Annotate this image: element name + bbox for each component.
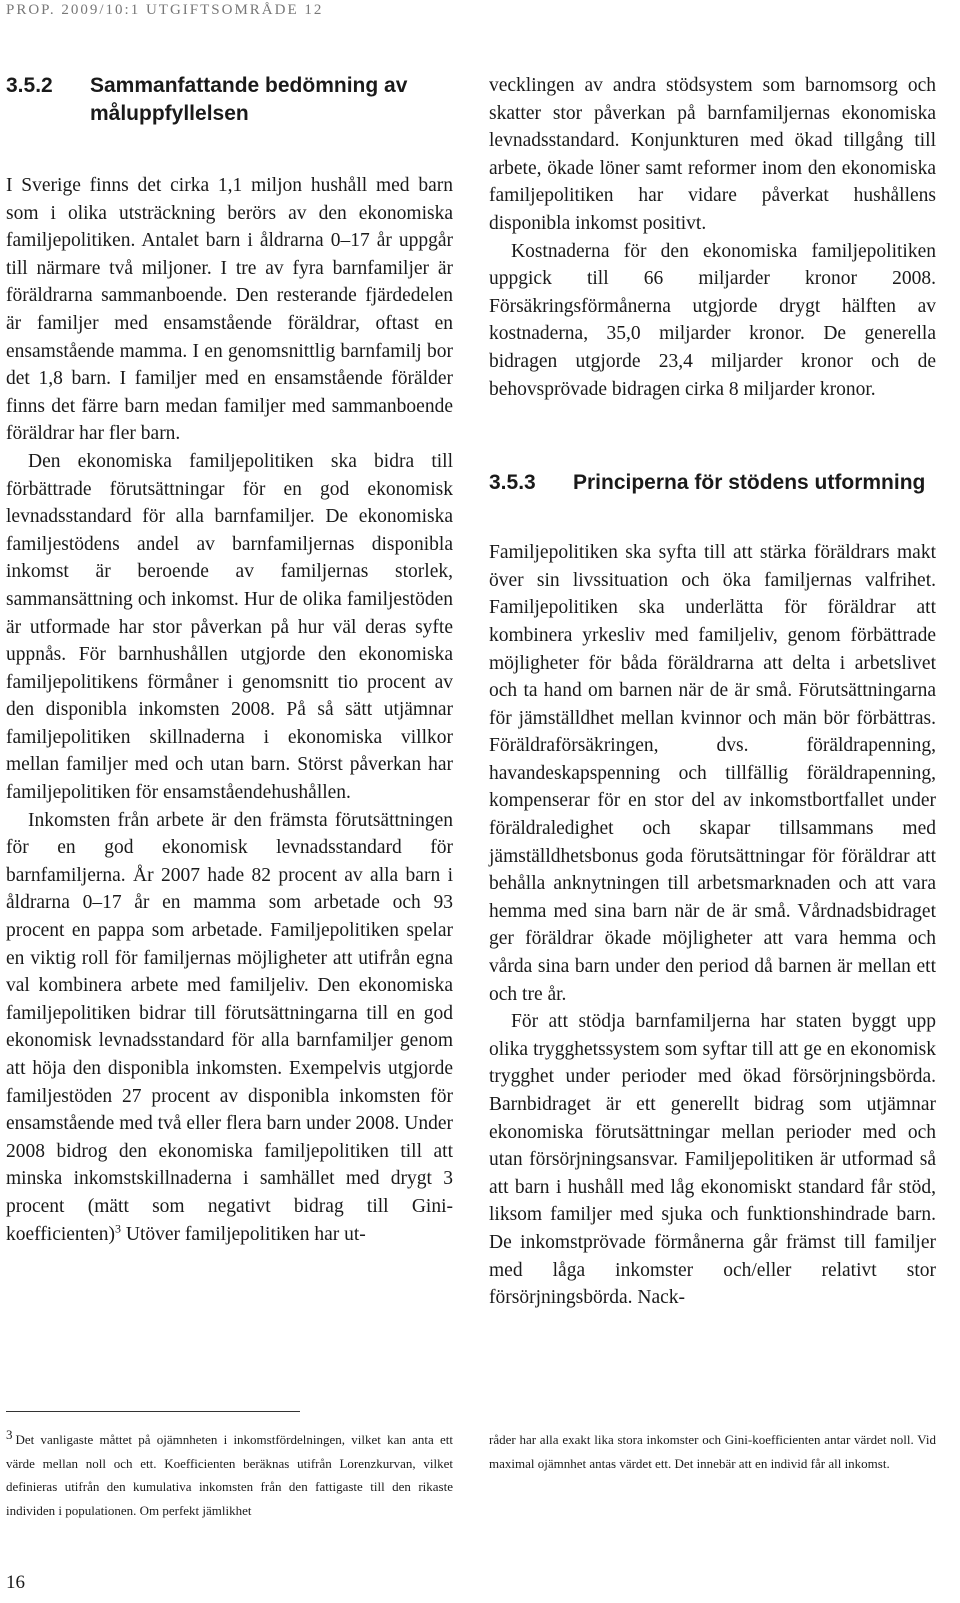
paragraph: Familjepolitiken ska syfta till att stärka föräldrars makt över sin livssituation och öka familjernas valfrihet. Familjepolitiken ska underlätta för föräldrar att kombinera yrkesliv med familjeliv, genom förbättrade möjligheter för båda föräldrarna att delta i arbetslivet och ta hand om barnen när de är små. Förutsättningarna för jämställdhet mellan kvinnor och män bör förbättras. Föräldraförsäkringen, dvs. föräldrapenning, havandeskapspenning och tillfällig föräldrapenning, kompenserar för en stor del av inkomstbortfallet under föräldraledighet och skapar tillsammans med jämställdhetsbonus goda förutsättningar för föräldrar att behålla anknytningen till arbetsmarknaden och att vara hemma med sina barn när de är små. Vårdnadsbidraget ger föräldrar ökade möjligheter att vara hemma och vårda sina barn under den period då barnen är mellan ett och tre år. (489, 542, 936, 1005)
section-number: 3.5.3 (489, 471, 536, 495)
section-heading-3-5-3 (489, 469, 936, 497)
footnote-text: Det vanligaste måttet på ojämnheten i inkomstfördelningen, vilket kan anta ett värde mellan noll och ett. Koefficienten beräknas utifrån Lorenzkurvan, vilket definieras utifrån den kumulativa inkomsten från den fattigaste till den rikaste individen i populationen. Om perfekt jämlikhet (6, 1432, 453, 1518)
footnote-right: råder har alla exakt lika stora inkomster och Gini-koefficienten antar värdet noll. Vid maximal ojämnhet antas värdet ett. Det innebär att en individ får all inkomst. (489, 1432, 936, 1471)
page-number: 16 (6, 1572, 25, 1593)
paragraph-tail: Utöver familjepolitiken har ut- (121, 1223, 366, 1245)
section-title: Sammanfattande bedömning av måluppfyllelsen (90, 74, 408, 125)
section-heading-3-5-2 (6, 72, 453, 128)
footnote-left (6, 1428, 453, 1522)
paragraph: Kostnaderna för den ekonomiska familjepolitiken uppgick till 66 miljarder kronor 2008. Försäkringsförmånerna utgjorde drygt hälften av kostnaderna, 35,0 miljarder kronor. De generella bidragen utgjorde 23,4 miljarder kronor och de behovsprövade bidragen cirka 8 miljarder kronor. (489, 240, 936, 400)
paragraph: vecklingen av andra stödsystem som barnomsorg och skatter stor påverkan på barnfamiljernas ekonomiska levnadsstandard. Konjunkturen med ökad tillgång till arbete, ökade löner samt reformer inom den ekonomiska familjepolitiken har vidare påverkat hushållens disponibla inkomst positivt. (489, 75, 936, 234)
footnote-divider (6, 1411, 300, 1412)
paragraph: Den ekonomiska familjepolitiken ska bidra till förbättrade förutsättningar för en god ekonomisk levnadsstandard för alla barnfamiljer. De ekonomiska familjestödens andel av barnfamiljernas disponibla inkomst är beroende av familjernas storlek, sammansättning och inkomst. Hur de olika familjestöden är utformade har stor påverkan på hur väl deras syfte uppnås. För barnhushållen utgjorde den ekonomiska familjepolitikens förmåner i genomsnitt tio procent av den disponibla inkomsten 2008. På så sätt utjämnar familjepolitiken skillnaderna i ekonomiska villkor mellan familjer med och utan barn. Störst påverkan har familjepolitiken för ensamståendehushållen. (6, 450, 453, 804)
right-body (489, 72, 936, 403)
paragraph (6, 807, 453, 1249)
running-header: PROP. 2009/10:1 UTGIFTSOMRÅDE 12 (6, 2, 324, 18)
left-body (6, 172, 453, 1248)
paragraph: I Sverige finns det cirka 1,1 miljon hushåll med barn som i olika utsträckning berörs av den ekonomiska familjepolitiken. Antalet barn i åldrarna 0–17 år uppgår till närmare två miljoner. I tre av fyra barnfamiljer är föräldrarna sammanboende. Den resterande fjärdedelen är familjer med ensamstående föräldrar, oftast en ensamstående mamma. I en genomsnittlig barnfamilj bor det 1,8 barn. I familjer med en ensamstående förälder finns det färre barn medan familjer med sammanboende föräldrar har fler barn. (6, 175, 453, 445)
right-column (489, 72, 936, 1312)
footnote-number: 3 (6, 1426, 13, 1442)
left-column (6, 72, 453, 1248)
section-number: 3.5.2 (6, 74, 53, 97)
paragraph: För att stödja barnfamiljerna har staten byggt upp olika trygghetssystem som syftar till att ge en ekonomisk trygghet under perioder med ökad försörjningsbörda. Barnbidraget är ett generellt bidrag som utjämnar ekonomiska förutsättningar mellan perioder med och utan försörjningsansvar. Familjepolitiken är utformad så att barn i hushåll med låg ekonomiskt standard får stöd, liksom familjer med sjuka och funktionshindrade barn. De inkomstprövade förmånerna går främst till familjer med låga inkomster och/eller relativt stor försörjningsbörda. Nack- (489, 1011, 936, 1309)
right-section-body (489, 539, 936, 1312)
paragraph-text: Inkomsten från arbete är den främsta förutsättningen för en god ekonomisk levnadsstandard för barnfamiljerna. År 2007 hade 82 procent av alla barn i åldrarna 0–17 år en mamma som arbetade och 93 procent en pappa som arbetade. Familjepolitiken spelar en viktig roll för familjernas möjligheter att utifrån egna val kombinera arbete med familjeliv. Den ekonomiska familjepolitiken bidrar till förutsättningarna till en god ekonomisk levnadsstandard för alla barnfamiljer genom att höja den disponibla inkomsten. Exempelvis utgjorde familjestöden 27 procent av disponibla inkomsten för ensamstående med två eller flera barn under 2008. Under 2008 bidrog den ekonomiska familjepolitiken till att minska inkomstskillnaderna i samhället med drygt 3 procent (mätt som negativt bidrag till Gini-koefficienten) (6, 809, 453, 1245)
section-title: Principerna för stödens utformning (573, 471, 926, 495)
footnote-reference[interactable]: 3 (115, 1221, 122, 1236)
